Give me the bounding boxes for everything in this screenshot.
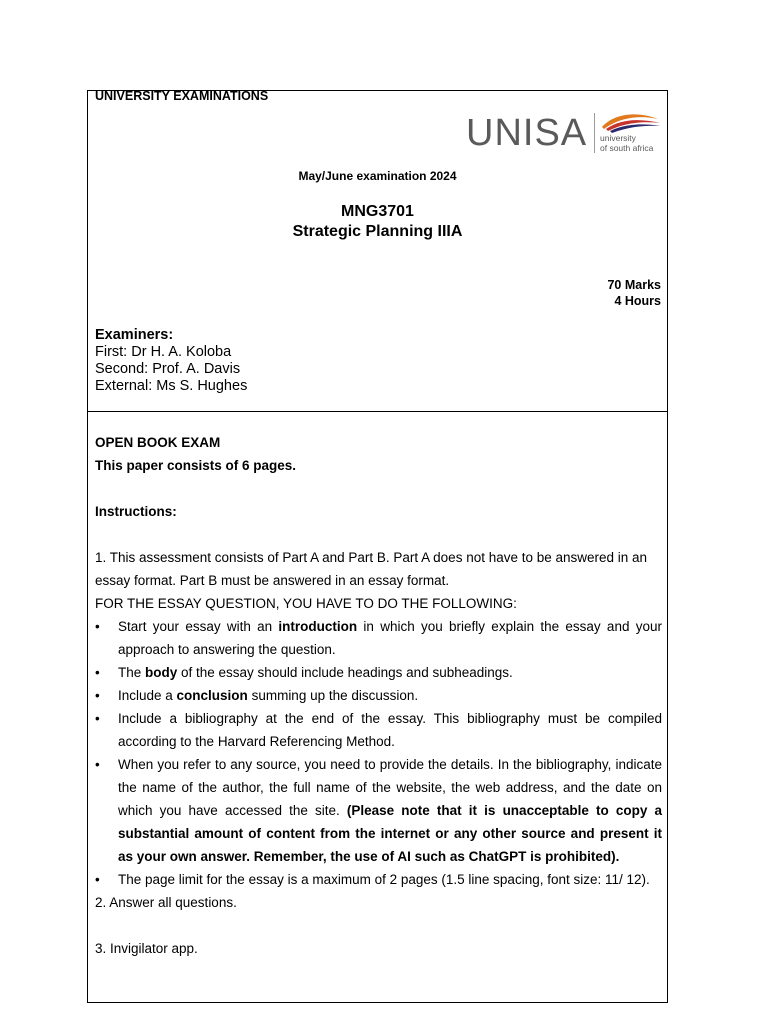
section-divider: [88, 411, 667, 412]
instruction-item-2: 2. Answer all questions.: [95, 895, 237, 910]
examiner-external: External: Ms S. Hughes: [95, 378, 248, 394]
instructions-section: [95, 431, 662, 960]
list-item: • The body of the essay should include headings and subheadings.: [95, 661, 662, 684]
unisa-logo: [466, 111, 662, 157]
list-item: • The page limit for the essay is a maximum of 2 pages (1.5 line spacing, font size: 11/ 12).: [95, 868, 662, 891]
examiner-first: First: Dr H. A. Koloba: [95, 344, 232, 360]
exam-cover-frame: [87, 90, 668, 1003]
total-marks: 70 Marks: [607, 278, 661, 292]
essay-requirements-list: [95, 615, 662, 891]
exam-type: OPEN BOOK EXAM: [95, 435, 221, 450]
logo-tagline-line2: of south africa: [600, 142, 654, 153]
essay-intro: FOR THE ESSAY QUESTION, YOU HAVE TO DO THE FOLLOWING:: [95, 596, 517, 611]
instruction-item-1: 1. This assessment consists of Part A and Part B. Part A does not have to be answered in an essay format. Part B must be answered in an essay format.: [95, 550, 648, 588]
logo-tagline: [600, 134, 653, 153]
logo-tagline-line1: university: [600, 133, 636, 143]
logo-separator: [594, 113, 595, 153]
exam-duration: 4 Hours: [614, 293, 661, 308]
logo-swoosh-icon: [600, 111, 662, 133]
list-item: • Start your essay with an introduction in which you briefly explain the essay and your approach to answering the question.: [95, 615, 662, 661]
pages-note: This paper consists of 6 pages.: [95, 458, 297, 473]
bullet-icon: •: [95, 688, 100, 703]
list-item: • Include a conclusion summing up the discussion.: [95, 684, 662, 707]
instruction-item-3: 3. Invigilator app.: [95, 941, 198, 956]
examiners-heading: Examiners:: [95, 327, 174, 343]
bullet-icon: •: [95, 619, 100, 634]
logo-wordmark: UNISA: [466, 112, 588, 154]
module-code: MNG3701: [341, 203, 414, 220]
marks-duration: [607, 278, 661, 309]
instructions-heading: Instructions:: [95, 504, 177, 519]
header-label: UNIVERSITY EXAMINATIONS: [95, 89, 269, 103]
list-item: • Include a bibliography at the end of the essay. This bibliography must be compiled according to the Harvard Referencing Method.: [95, 707, 662, 753]
exam-session: May/June examination 2024: [298, 169, 457, 183]
list-item: • When you refer to any source, you need to provide the details. In the bibliography, indicate the name of the author, the full name of the website, the web address, and the date on which you have accessed the site. (Please note that it is unacceptable to copy a substantial amount of content from the internet or any other source and present it as your own answer. Remember, the use of AI such as ChatGPT is prohibited).: [95, 753, 662, 868]
bullet-icon: •: [95, 711, 100, 726]
bullet-icon: •: [95, 757, 100, 772]
examiner-second: Second: Prof. A. Davis: [95, 361, 241, 377]
bullet-icon: •: [95, 872, 100, 887]
module-title: Strategic Planning IIIA: [292, 223, 463, 240]
bullet-icon: •: [95, 665, 100, 680]
